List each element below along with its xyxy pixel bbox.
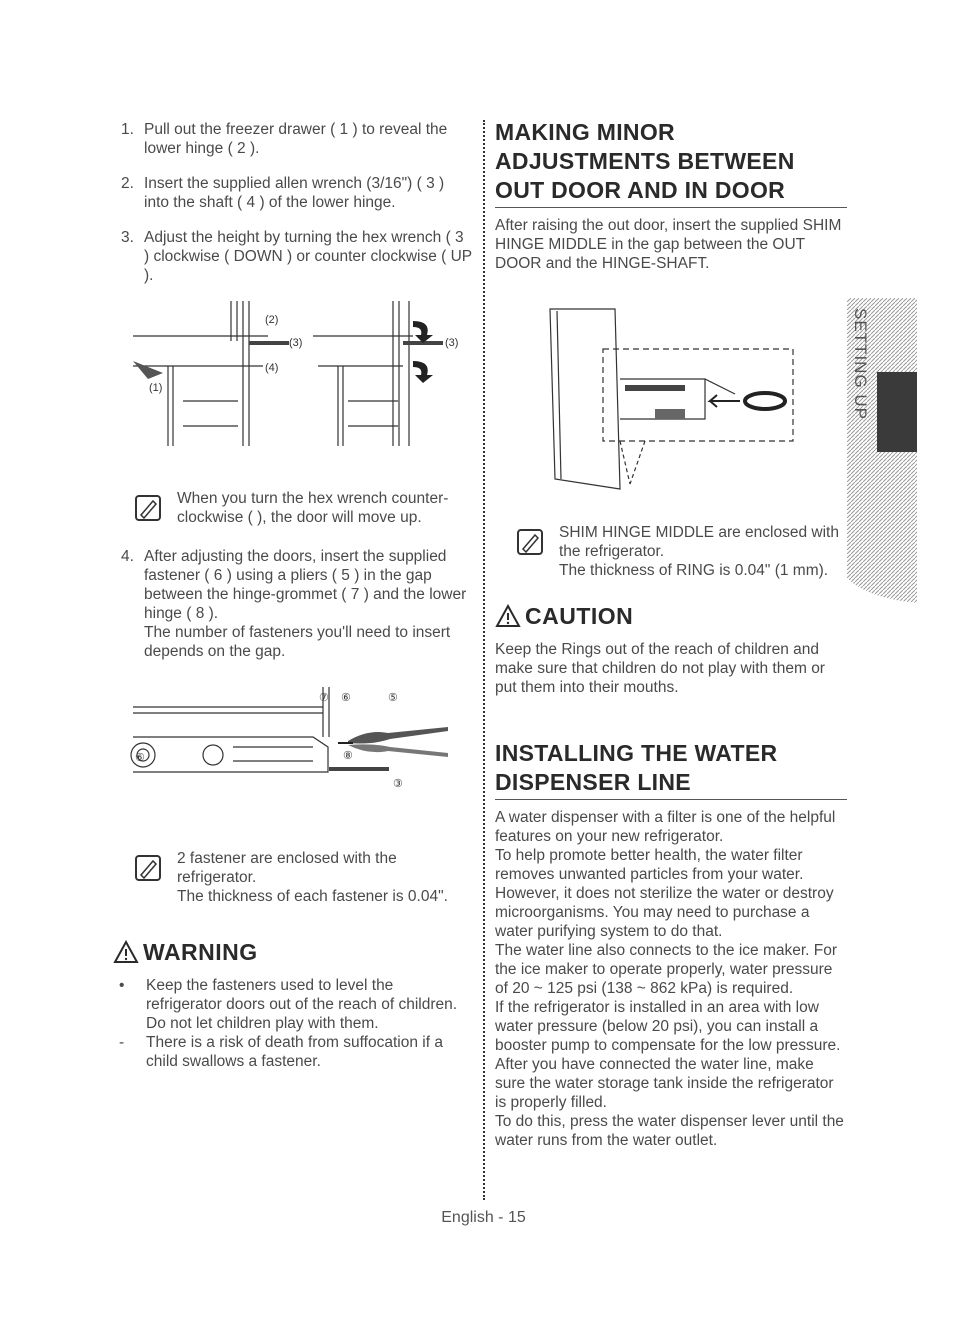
step-item: 1. Pull out the freezer drawer ( 1 ) to reveal the lower hinge ( 2 ). xyxy=(121,121,448,157)
note-icon xyxy=(133,493,163,523)
note-shim: SHIM HINGE MIDDLE are enclosed with the refrigerator. The thickness of RING is 0.04" (1 mm). xyxy=(495,523,847,580)
left-column xyxy=(113,120,473,1071)
warning-heading: WARNING xyxy=(113,940,473,964)
section-body: After raising the out door, insert the supplied SHIM HINGE MIDDLE in the gap between the OUT DOOR and the HINGE-SHAFT. xyxy=(495,217,842,272)
label-3: (3) xyxy=(289,337,303,349)
note-hex-wrench: When you turn the hex wrench counter-clockwise ( ), the door will move up. xyxy=(113,489,473,527)
fastener-figure xyxy=(113,687,473,797)
shim-hinge-figure xyxy=(495,299,847,499)
note-icon xyxy=(133,853,163,883)
label-2: (2) xyxy=(265,314,279,326)
callout-7: ⑦ xyxy=(319,692,329,704)
right-column xyxy=(495,118,847,1150)
list-item: • Keep the fasteners used to level the refrigerator doors out of the reach of children. xyxy=(119,977,458,1013)
note-icon xyxy=(515,527,545,557)
adjust-steps xyxy=(113,120,473,285)
column-divider xyxy=(483,120,485,1200)
paragraph: After you have connected the water line, make sure the water storage tank inside the refrigerator is properly filled. xyxy=(495,1056,834,1111)
step-item: 4. After adjusting the doors, insert the supplied fastener ( 6 ) using a pliers ( 5 ) in the gap between the hinge-grommet ( 7 ) and the lower hinge ( 8 ). The number of fasteners you'll need to insert depends on the gap. xyxy=(121,548,467,660)
page-footer: English - 15 xyxy=(441,1209,526,1226)
label-3b: (3) xyxy=(445,337,459,349)
side-tab-marker xyxy=(877,372,917,452)
hinge-adjust-figure xyxy=(113,301,473,451)
side-tab-label: SETTING UP xyxy=(851,308,870,421)
paragraph: If the refrigerator is installed in an area with low water pressure (below 20 psi), you can install a booster pump to compensate for the low pressure. xyxy=(495,999,841,1054)
paragraph: To help promote better health, the water filter removes unwanted particles from your water. However, it does not sterilize the water or destroy microorganisms. You may need to purchase a water purifying system to do that. xyxy=(495,847,834,940)
callout-3: ③ xyxy=(393,778,403,790)
warning-triangle-icon xyxy=(113,940,139,964)
callout-6: ⑥ xyxy=(341,692,351,704)
step-item: 2. Insert the supplied allen wrench (3/16") ( 3 ) into the shaft ( 4 ) of the lower hinge. xyxy=(121,175,445,211)
list-item: - There is a risk of death from suffocation if a child swallows a fastener. xyxy=(119,1034,443,1070)
list-item: Do not let children play with them. xyxy=(146,1015,379,1032)
warning-triangle-icon xyxy=(495,604,521,628)
step-4-list xyxy=(113,547,473,661)
caution-body: Keep the Rings out of the reach of children and make sure that children do not play with them or put them into their mouths. xyxy=(495,641,825,696)
step-item: 3. Adjust the height by turning the hex wrench ( 3 ) clockwise ( DOWN ) or counter clockwise ( UP ). xyxy=(121,229,472,284)
callout-5: ⑤ xyxy=(388,692,398,704)
caution-heading: CAUTION xyxy=(495,604,847,628)
callout-6b: ⑥ xyxy=(135,752,145,764)
paragraph: The water line also connects to the ice maker. For the ice maker to operate properly, water pressure of 20 ~ 125 psi (138 ~ 862 kPa) is required. xyxy=(495,942,838,997)
paragraph: To do this, press the water dispenser lever until the water runs from the water outlet. xyxy=(495,1113,844,1149)
section-title-water-dispenser: INSTALLING THE WATER DISPENSER LINE xyxy=(495,739,847,800)
warning-list xyxy=(113,976,473,1071)
callout-8: ⑧ xyxy=(343,750,353,762)
paragraph: A water dispenser with a filter is one of the helpful features on your new refrigerator. xyxy=(495,809,836,845)
section-body xyxy=(495,808,847,1150)
section-title-minor-adjustments: MAKING MINOR ADJUSTMENTS BETWEEN OUT DOOR AND IN DOOR xyxy=(495,118,847,208)
note-fasteners: 2 fastener are enclosed with the refrigerator. The thickness of each fastener is 0.04". xyxy=(113,849,473,906)
label-4: (4) xyxy=(265,362,279,374)
label-1: (1) xyxy=(149,382,163,394)
